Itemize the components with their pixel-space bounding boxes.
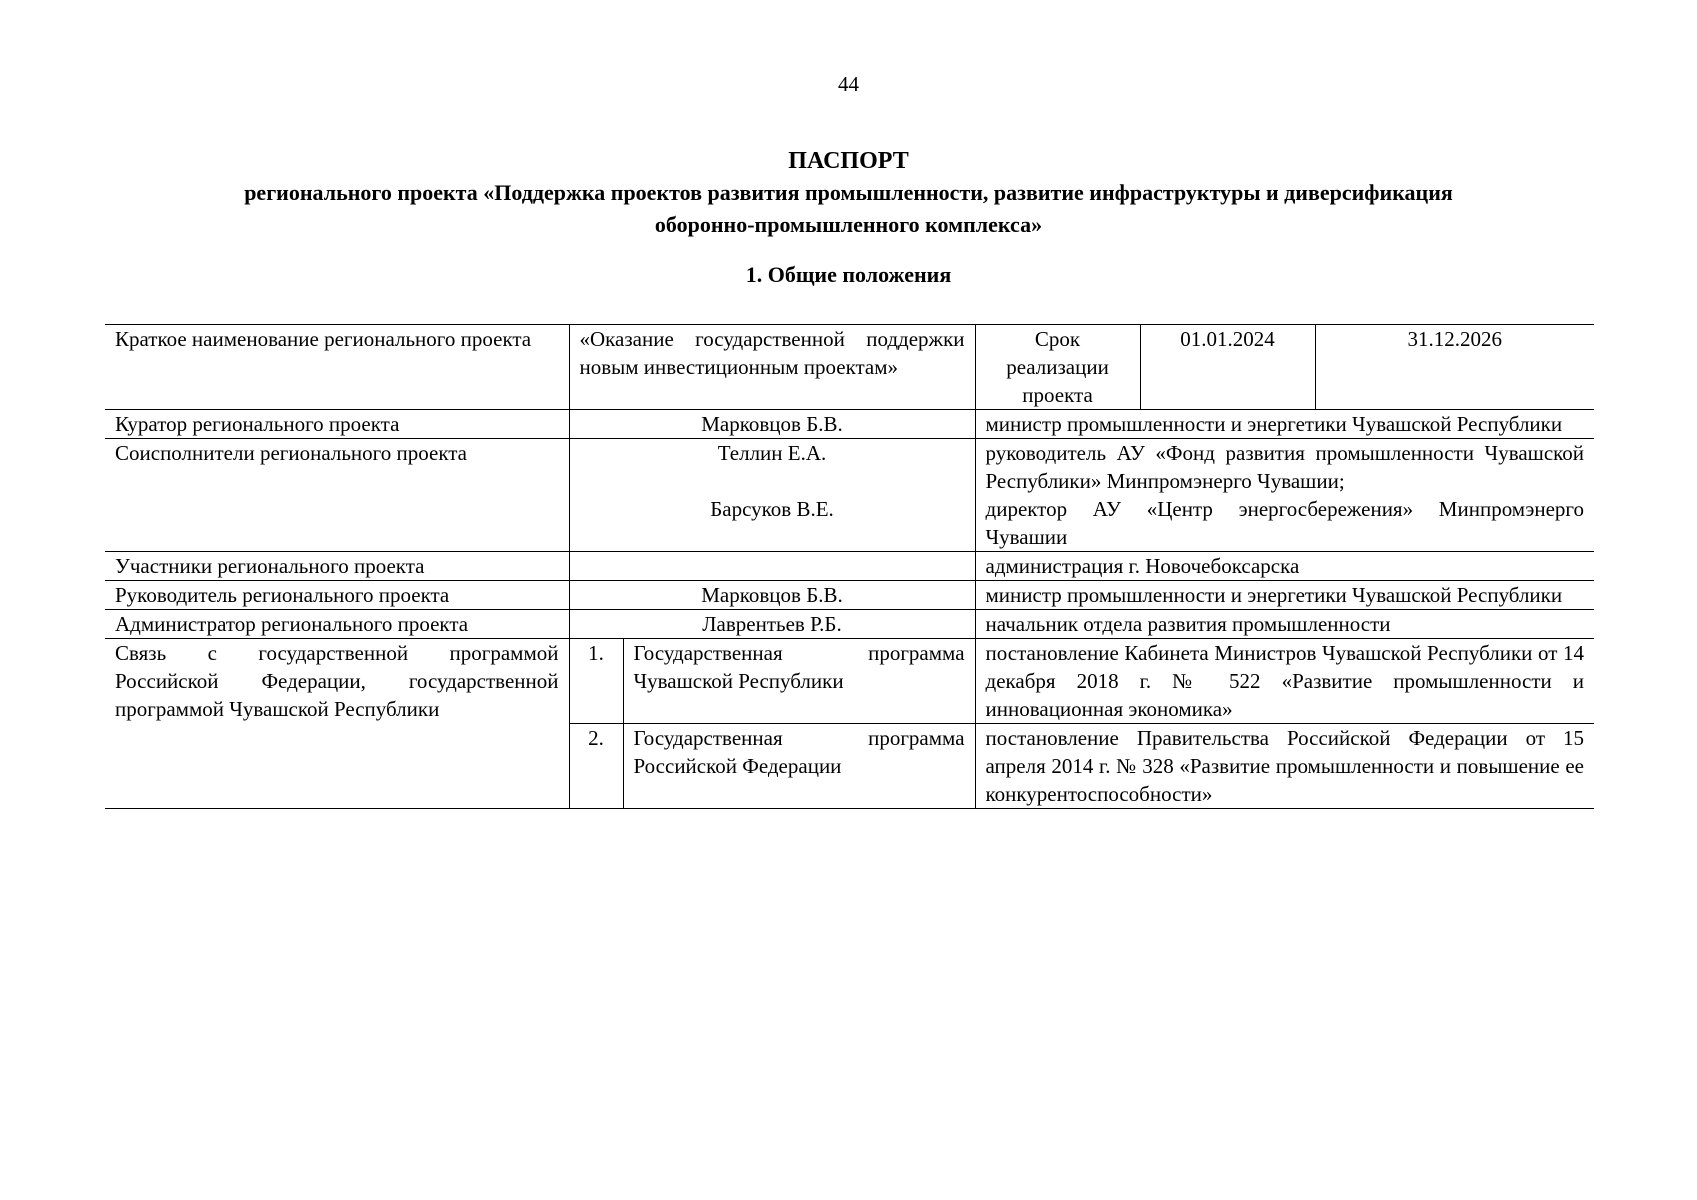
program-link-label: Связь с государственной программой Российской Федерации, государственной программой Чувашской Республики xyxy=(105,639,569,809)
term-end-date: 31.12.2026 xyxy=(1315,325,1594,410)
coexecutors-names xyxy=(569,439,975,552)
table-row-short-name xyxy=(105,325,1594,410)
page-number: 44 xyxy=(838,72,859,96)
curator-position: министр промышленности и энергетики Чувашской Республики xyxy=(975,410,1594,439)
table-row-coexecutors xyxy=(105,439,1594,552)
administrator-position: начальник отдела развития промышленности xyxy=(975,610,1594,639)
administrator-label: Администратор регионального проекта xyxy=(105,610,569,639)
document-header xyxy=(0,145,1697,241)
section-title: 1. Общие положения xyxy=(745,262,952,287)
table-row-curator xyxy=(105,410,1594,439)
head-name: Марковцов Б.В. xyxy=(569,581,975,610)
participants-position: администрация г. Новочебоксарска xyxy=(975,552,1594,581)
program-1-name: Государственная программа Чувашской Республики xyxy=(623,639,975,724)
coexecutor-position-1: руководитель АУ «Фонд развития промышленности Чувашской Республики» Минпромэнерго Чувашии; xyxy=(985,441,1585,493)
head-position: министр промышленности и энергетики Чувашской Республики xyxy=(975,581,1594,610)
administrator-name: Лаврентьев Р.Б. xyxy=(569,610,975,639)
curator-label: Куратор регионального проекта xyxy=(105,410,569,439)
program-2-name: Государственная программа Российской Федерации xyxy=(623,724,975,809)
document-title: ПАСПОРТ xyxy=(788,148,909,174)
program-1-document: постановление Кабинета Министров Чувашской Республики от 14 декабря 2018 г. № 522 «Развитие промышленности и инновационная экономика» xyxy=(975,639,1594,724)
coexecutor-name-1: Теллин Е.А. xyxy=(717,441,827,465)
passport-table xyxy=(105,324,1594,809)
document-subtitle-line2: оборонно-промышленного комплекса» xyxy=(654,212,1043,237)
coexecutors-positions xyxy=(975,439,1594,552)
head-label: Руководитель регионального проекта xyxy=(105,581,569,610)
curator-name: Марковцов Б.В. xyxy=(569,410,975,439)
term-label: Срок реализации проекта xyxy=(975,325,1140,410)
participants-label: Участники регионального проекта xyxy=(105,552,569,581)
participants-name xyxy=(569,552,975,581)
document-subtitle-line1: регионального проекта «Поддержка проектов развития промышленности, развитие инфраструктуры и диверсификация xyxy=(244,180,1453,205)
program-1-number: 1. xyxy=(569,639,623,724)
coexecutor-name-2: Барсуков В.Е. xyxy=(710,497,834,521)
short-name-label: Краткое наименование регионального проекта xyxy=(105,325,569,410)
coexecutors-label: Соисполнители регионального проекта xyxy=(105,439,569,552)
table-row-program-link-1 xyxy=(105,639,1594,724)
spacer xyxy=(580,467,965,495)
short-name-value: «Оказание государственной поддержки новым инвестиционным проектам» xyxy=(569,325,975,410)
table-row-head xyxy=(105,581,1594,610)
table-row-administrator xyxy=(105,610,1594,639)
term-start-date: 01.01.2024 xyxy=(1140,325,1315,410)
program-2-document: постановление Правительства Российской Федерации от 15 апреля 2014 г. № 328 «Развитие промышленности и повышение ее конкурентоспособности» xyxy=(975,724,1594,809)
table-row-participants xyxy=(105,552,1594,581)
program-2-number: 2. xyxy=(569,724,623,809)
coexecutor-position-2: директор АУ «Центр энергосбережения» Минпромэнерго Чувашии xyxy=(985,497,1585,549)
